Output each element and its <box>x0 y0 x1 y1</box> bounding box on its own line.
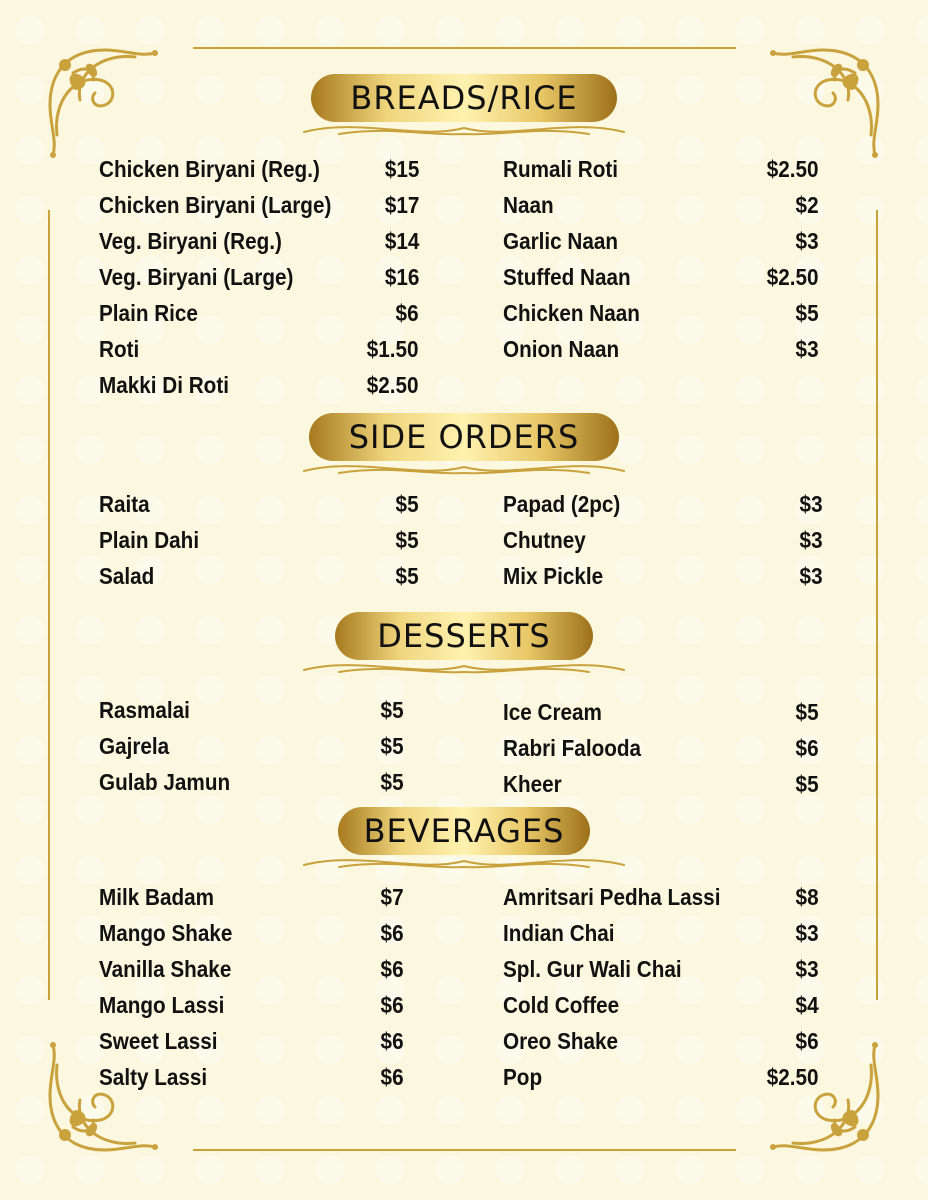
menu-item-name: Papad (2pc) <box>503 491 621 517</box>
menu-item-name: Gajrela <box>99 733 170 759</box>
section-title: BREADS/RICE <box>311 74 617 122</box>
menu-item <box>503 156 819 192</box>
frame-bottom-line <box>193 1149 736 1151</box>
menu-item-name: Makki Di Roti <box>99 372 229 398</box>
menu-item-price: $8 <box>795 884 819 910</box>
menu-item-name: Salad <box>99 563 155 589</box>
menu-item <box>503 300 819 336</box>
desserts-right-column <box>503 699 819 807</box>
menu-item-name: Rasmalai <box>99 697 190 723</box>
menu-item-price: $2.50 <box>767 1064 819 1090</box>
menu-item <box>99 156 419 192</box>
menu-item-price: $5 <box>380 733 404 759</box>
menu-item-name: Rumali Roti <box>503 156 619 182</box>
menu-item-name: Plain Rice <box>99 300 198 326</box>
menu-item-name: Naan <box>503 192 554 218</box>
menu-item <box>99 491 419 527</box>
section-title: BEVERAGES <box>338 807 590 855</box>
menu-item-name: Plain Dahi <box>99 527 200 553</box>
menu-item <box>99 769 404 805</box>
menu-item <box>503 192 819 228</box>
menu-item-price: $2.50 <box>367 372 419 398</box>
menu-item-name: Onion Naan <box>503 336 620 362</box>
menu-item <box>99 1064 404 1100</box>
menu-item <box>99 527 419 563</box>
menu-item-price: $2.50 <box>767 156 819 182</box>
menu-item <box>503 491 823 527</box>
menu-item-price: $5 <box>395 491 419 517</box>
frame-right-line <box>876 210 878 1000</box>
swash-ornament-icon <box>299 114 629 140</box>
menu-item <box>99 192 419 228</box>
menu-item <box>503 735 819 771</box>
menu-item <box>503 1064 819 1100</box>
menu-item <box>99 697 404 733</box>
menu-item-name: Mango Lassi <box>99 992 225 1018</box>
menu-item-name: Mango Shake <box>99 920 233 946</box>
menu-item <box>99 563 419 599</box>
desserts-left-column <box>99 697 404 805</box>
side-orders-right-column <box>503 491 823 599</box>
menu-item <box>99 336 419 372</box>
menu-item-price: $5 <box>380 769 404 795</box>
menu-item-price: $5 <box>380 697 404 723</box>
menu-item-price: $7 <box>380 884 404 910</box>
section-title: DESSERTS <box>335 612 593 660</box>
menu-item-price: $1.50 <box>367 336 419 362</box>
side-orders-left-column <box>99 491 419 599</box>
menu-item <box>503 228 819 264</box>
menu-item-price: $6 <box>795 735 819 761</box>
menu-item-name: Chicken Naan <box>503 300 640 326</box>
menu-item-name: Chutney <box>503 527 586 553</box>
section-title: SIDE ORDERS <box>309 413 619 461</box>
section-header-beverages <box>0 807 928 877</box>
menu-item-name: Milk Badam <box>99 884 215 910</box>
menu-item-name: Rabri Falooda <box>503 735 642 761</box>
menu-item-name: Spl. Gur Wali Chai <box>503 956 682 982</box>
menu-item <box>99 733 404 769</box>
menu-item-price: $16 <box>384 264 419 290</box>
menu-item <box>503 336 819 372</box>
menu-item <box>99 956 404 992</box>
menu-item <box>99 920 404 956</box>
menu-item <box>503 920 819 956</box>
menu-item <box>99 1028 404 1064</box>
menu-item-name: Cold Coffee <box>503 992 620 1018</box>
menu-item-price: $15 <box>384 156 419 182</box>
swash-ornament-icon <box>299 453 629 479</box>
menu-item-price: $17 <box>384 192 419 218</box>
menu-item <box>503 992 819 1028</box>
menu-item-price: $3 <box>795 336 819 362</box>
menu-item <box>503 956 819 992</box>
menu-item-price: $6 <box>795 1028 819 1054</box>
menu-item <box>99 372 419 408</box>
menu-item-price: $6 <box>380 1028 404 1054</box>
menu-item-name: Ice Cream <box>503 699 602 725</box>
menu-item <box>503 699 819 735</box>
menu-item-name: Gulab Jamun <box>99 769 231 795</box>
menu-item <box>503 563 823 599</box>
section-header-desserts <box>0 612 928 682</box>
menu-item-price: $5 <box>795 300 819 326</box>
menu-item-price: $6 <box>380 920 404 946</box>
menu-item-price: $2.50 <box>767 264 819 290</box>
breads-right-column <box>503 156 819 372</box>
swash-ornament-icon <box>299 847 629 873</box>
section-header-side-orders <box>0 413 928 483</box>
menu-item-name: Salty Lassi <box>99 1064 208 1090</box>
menu-item-name: Vanilla Shake <box>99 956 232 982</box>
menu-item-price: $3 <box>795 920 819 946</box>
menu-item-price: $5 <box>395 527 419 553</box>
menu-item-name: Amritsari Pedha Lassi <box>503 884 721 910</box>
menu-item-name: Chicken Biryani (Large) <box>99 192 332 218</box>
frame-left-line <box>48 210 50 1000</box>
menu-item-price: $6 <box>380 992 404 1018</box>
frame-top-line <box>193 47 736 49</box>
menu-item <box>99 228 419 264</box>
menu-item-name: Chicken Biryani (Reg.) <box>99 156 320 182</box>
menu-item-name: Kheer <box>503 771 562 797</box>
menu-item-price: $4 <box>795 992 819 1018</box>
menu-item <box>99 300 419 336</box>
menu-item-price: $2 <box>795 192 819 218</box>
menu-item-name: Mix Pickle <box>503 563 604 589</box>
menu-item-price: $5 <box>795 771 819 797</box>
breads-left-column <box>99 156 419 408</box>
menu-item <box>503 264 819 300</box>
menu-item-name: Sweet Lassi <box>99 1028 218 1054</box>
menu-item-name: Roti <box>99 336 140 362</box>
swash-ornament-icon <box>299 652 629 678</box>
menu-item <box>503 771 819 807</box>
menu-item <box>503 1028 819 1064</box>
menu-item-price: $6 <box>380 1064 404 1090</box>
menu-item-price: $3 <box>795 956 819 982</box>
menu-item-name: Veg. Biryani (Reg.) <box>99 228 282 254</box>
menu-item <box>99 264 419 300</box>
menu-item-price: $3 <box>799 491 823 517</box>
menu-item-name: Veg. Biryani (Large) <box>99 264 294 290</box>
beverages-left-column <box>99 884 404 1100</box>
menu-item-price: $5 <box>395 563 419 589</box>
beverages-right-column <box>503 884 819 1100</box>
menu-item <box>99 992 404 1028</box>
menu-item-price: $14 <box>384 228 419 254</box>
menu-item-price: $3 <box>799 563 823 589</box>
section-header-breads-rice <box>0 74 928 144</box>
menu-item-price: $3 <box>795 228 819 254</box>
menu-item-name: Garlic Naan <box>503 228 619 254</box>
menu-item <box>503 527 823 563</box>
menu-item-name: Stuffed Naan <box>503 264 631 290</box>
menu-item-price: $6 <box>395 300 419 326</box>
menu-item-name: Indian Chai <box>503 920 615 946</box>
menu-item <box>503 884 819 920</box>
menu-item-price: $3 <box>799 527 823 553</box>
menu-item-price: $5 <box>795 699 819 725</box>
menu-item-name: Pop <box>503 1064 543 1090</box>
menu-item-name: Raita <box>99 491 150 517</box>
menu-item-name: Oreo Shake <box>503 1028 619 1054</box>
menu-item-price: $6 <box>380 956 404 982</box>
menu-item <box>99 884 404 920</box>
